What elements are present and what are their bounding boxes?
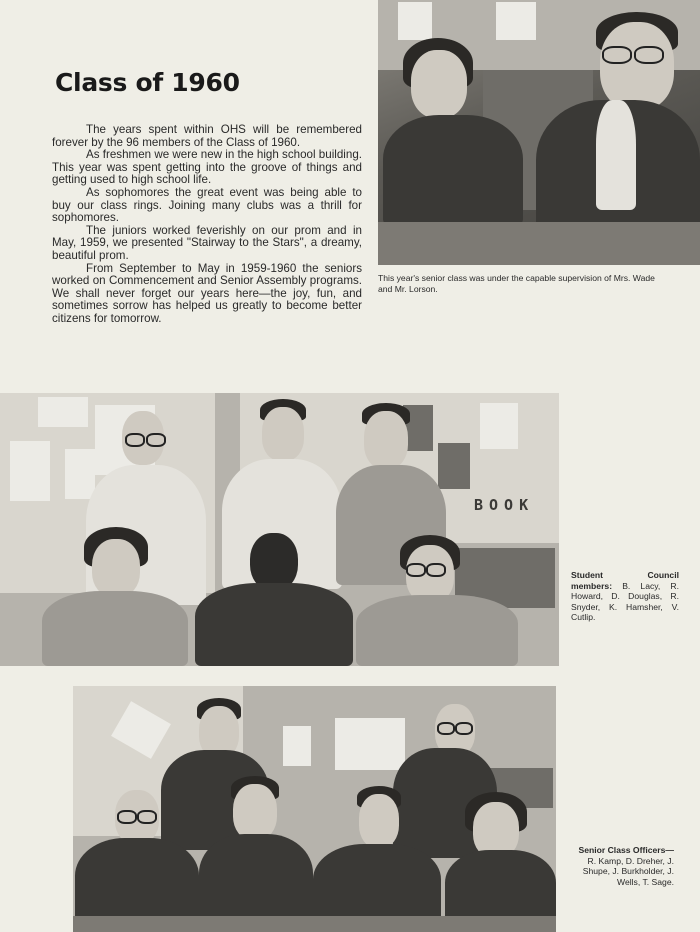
student-council-photo bbox=[0, 393, 559, 666]
caption-heading: Senior Class Officers— bbox=[578, 845, 674, 855]
advisors-photo bbox=[378, 0, 700, 265]
glasses bbox=[426, 563, 446, 577]
wall-paper bbox=[65, 449, 95, 499]
desk bbox=[378, 222, 700, 265]
student-sweater bbox=[42, 591, 188, 666]
advisor-dress bbox=[383, 115, 523, 225]
book-sign: BOOK bbox=[474, 496, 535, 514]
student-sweater bbox=[195, 583, 353, 666]
glasses bbox=[455, 722, 473, 735]
paragraph: From September to May in 1959-1960 the seniors worked on Commencement and Senior Assembly programs. We shall never forget our years here—the joy, fun, and sometimes sorrow has helped us greatly to become better citizens for tomorrow. bbox=[52, 261, 362, 325]
glasses bbox=[406, 563, 426, 577]
glasses bbox=[602, 46, 632, 64]
wall-poster bbox=[438, 443, 470, 489]
officer-face bbox=[359, 794, 399, 848]
desk bbox=[73, 916, 556, 932]
glasses bbox=[146, 433, 166, 447]
student-face bbox=[364, 411, 408, 469]
glasses bbox=[634, 46, 664, 64]
senior-officers-caption bbox=[568, 845, 674, 887]
glasses bbox=[137, 810, 157, 824]
paragraph: As sophomores the great event was being able to buy our class rings. Joining many clubs was a thrill for sophomores. bbox=[52, 185, 362, 225]
paragraph: The juniors worked feverishly on our prom and in May, 1959, we presented "Stairway to the Stars", a dreamy, beautiful prom. bbox=[52, 223, 362, 262]
advisors-caption: This year's senior class was under the capable supervision of Mrs. Wade and Mr. Lorson. bbox=[378, 273, 655, 294]
advisor-face bbox=[600, 22, 674, 110]
wall-paper bbox=[38, 397, 88, 427]
wall-picture bbox=[398, 2, 432, 40]
senior-officers-photo bbox=[73, 686, 556, 932]
caption-heading: Student Council members: bbox=[571, 570, 679, 591]
caption-names: R. Kamp, D. Dreher, J. Shupe, J. Burkholder, J. Wells, T. Sage. bbox=[582, 855, 674, 887]
page-title: Class of 1960 bbox=[55, 68, 240, 97]
student-sweater bbox=[356, 595, 518, 666]
wall-picture bbox=[496, 2, 536, 40]
wall-paper bbox=[283, 726, 311, 766]
student-face bbox=[262, 407, 304, 461]
wall-paper bbox=[480, 403, 518, 449]
paragraph: The years spent within OHS will be remembered forever by the 96 members of the Class of 1960. bbox=[52, 123, 362, 149]
advisor-shirt bbox=[596, 100, 636, 210]
wall-paper bbox=[10, 441, 50, 501]
student-council-caption bbox=[571, 570, 679, 623]
article-body bbox=[52, 124, 362, 326]
glasses bbox=[437, 722, 455, 735]
advisor-face bbox=[411, 50, 467, 118]
student-face bbox=[92, 539, 140, 597]
wall-paper bbox=[335, 718, 405, 770]
caption-names: B. Lacy, R. Howard, D. Douglas, R. Snyder, K. Hamsher, V. Cutlip. bbox=[571, 580, 680, 622]
officer-face bbox=[233, 784, 277, 840]
glasses bbox=[117, 810, 137, 824]
paragraph: As freshmen we were new in the high school building. This year was spent getting into the groove of things and getting used to high school life. bbox=[52, 148, 362, 187]
glasses bbox=[125, 433, 145, 447]
